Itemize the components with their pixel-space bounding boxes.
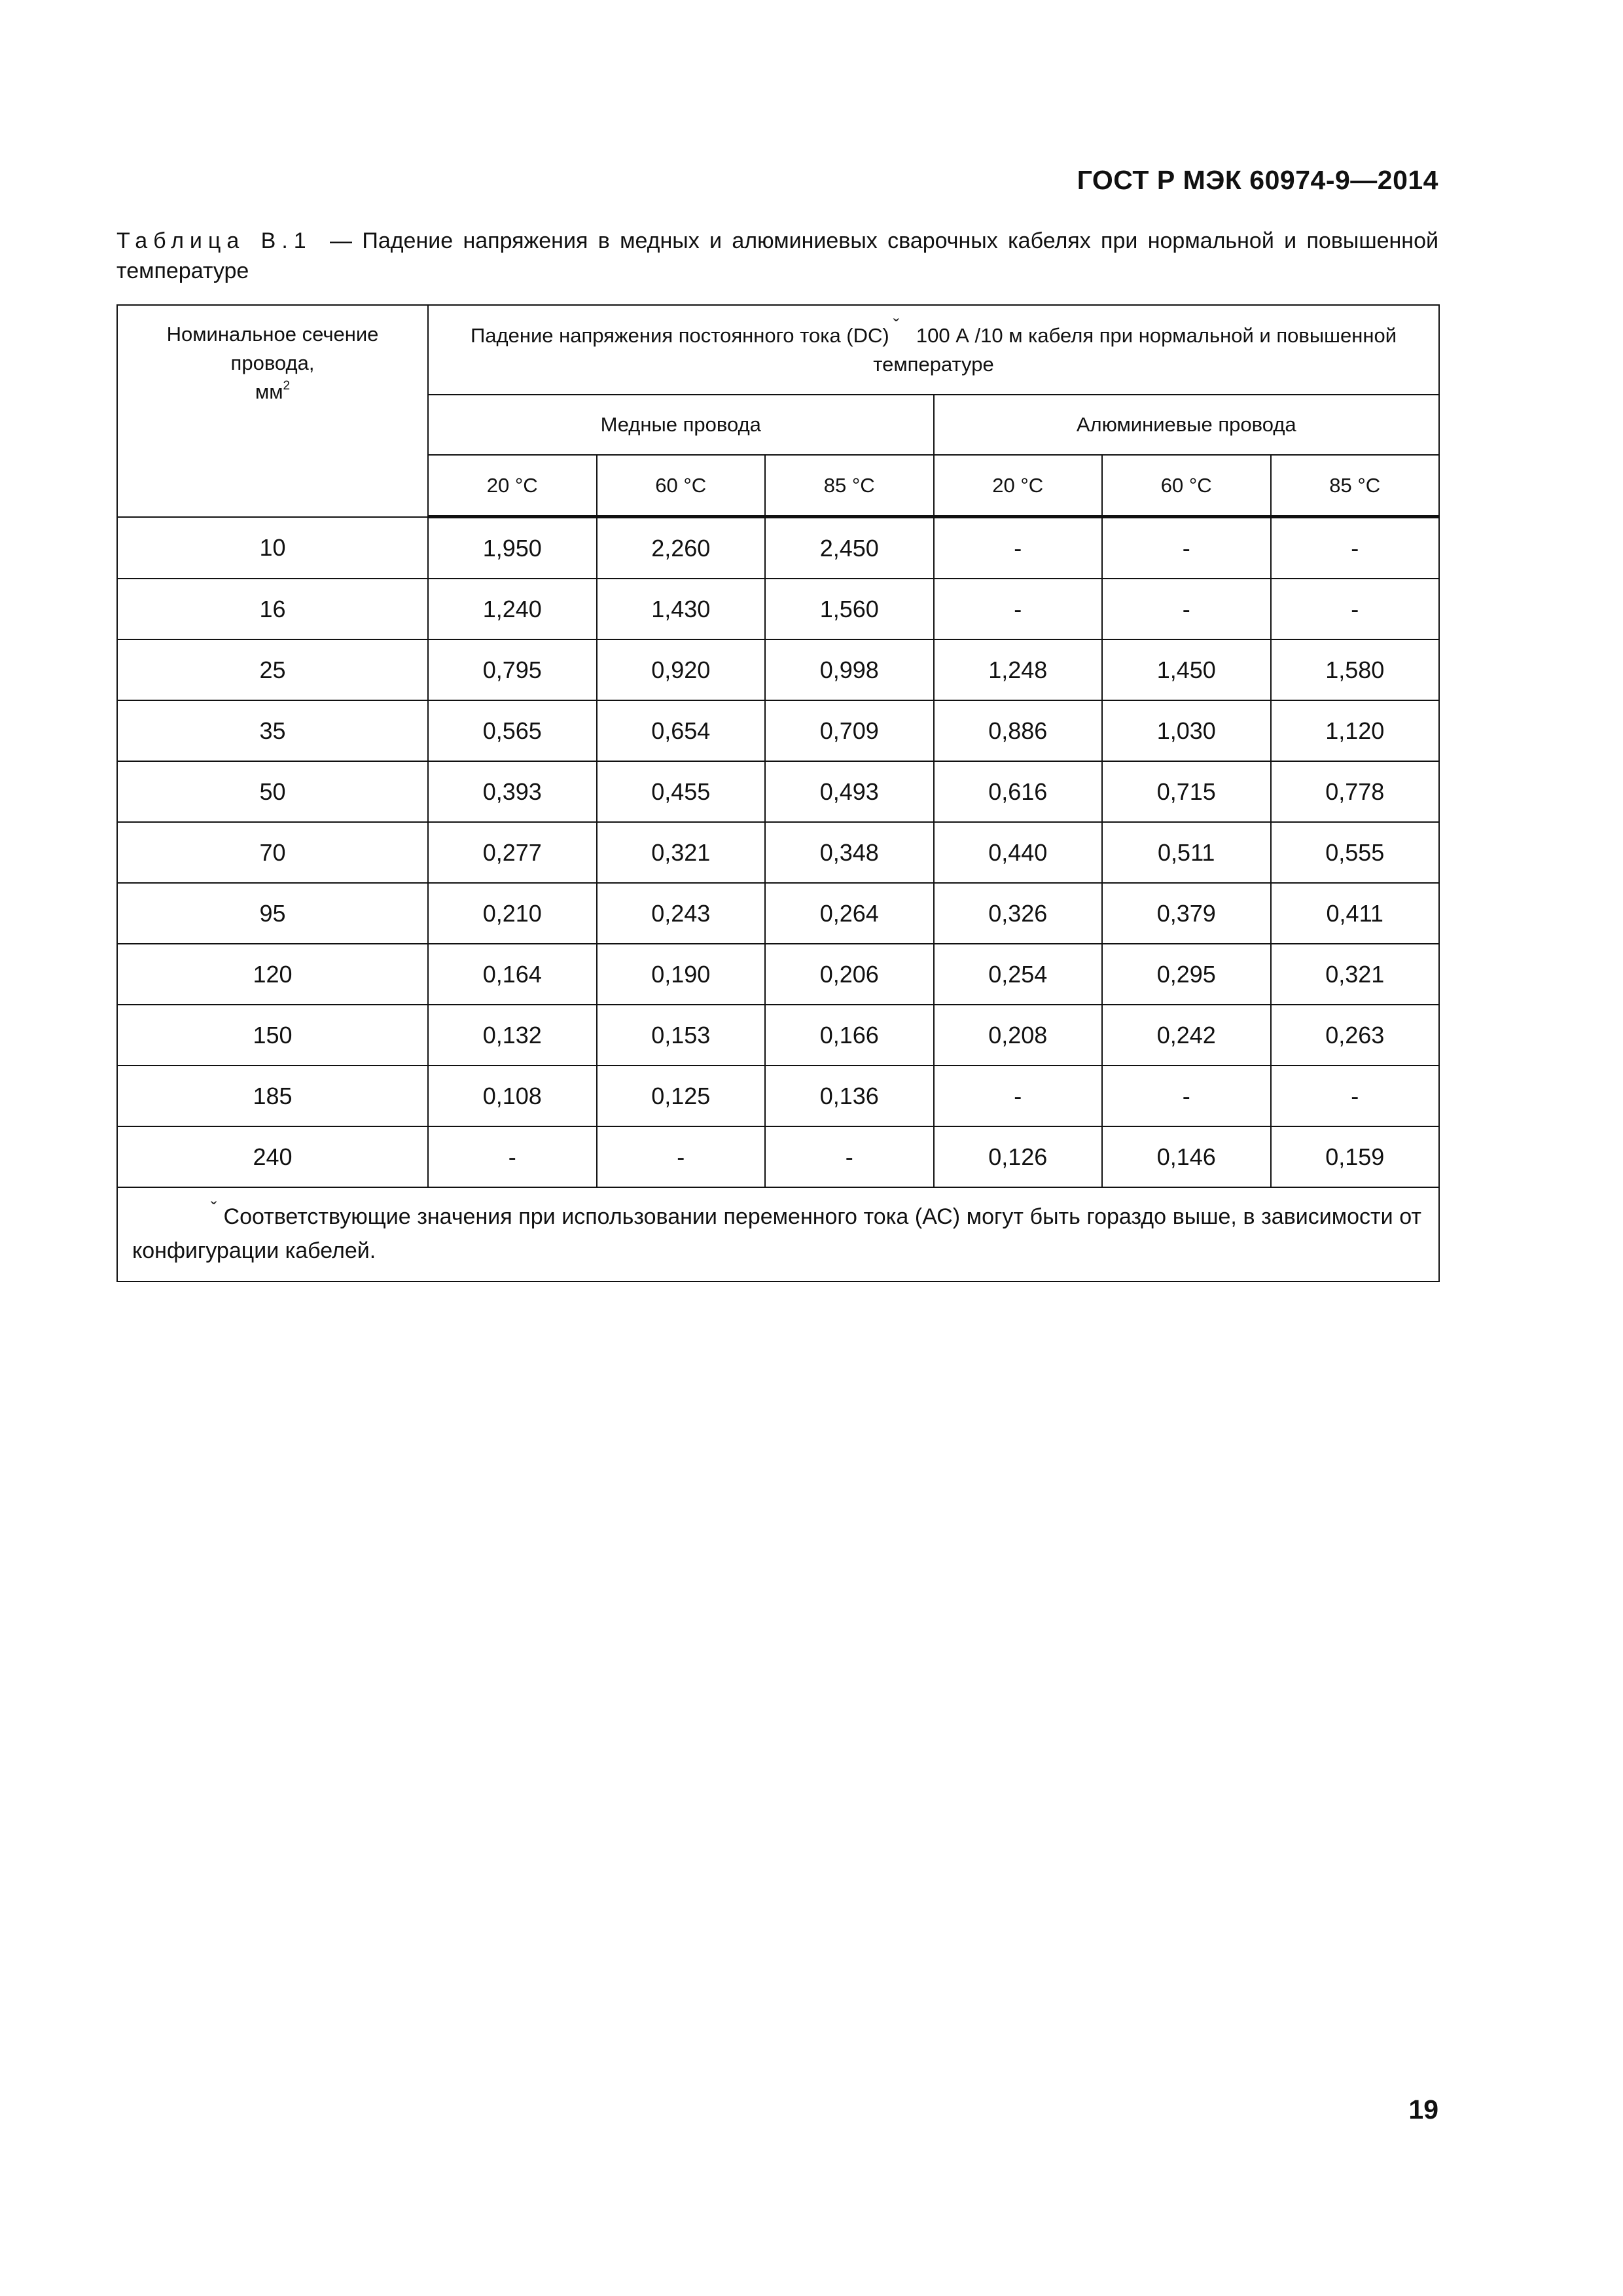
footnote-text: Соответствующие значения при использовании переменного тока (АС) могут быть гораздо выше, в зависимости от конфигурации кабелей. — [132, 1204, 1422, 1263]
cell-cu-60: - — [597, 1126, 766, 1187]
cell-cu-60: 0,455 — [597, 761, 766, 822]
header-voltage-drop — [428, 305, 1439, 395]
cell-cu-20: 0,108 — [428, 1066, 597, 1126]
cell-cu-60: 2,260 — [597, 517, 766, 579]
footnote-marker: ˇ — [211, 1198, 217, 1219]
cell-size: 240 — [117, 1126, 428, 1187]
table-row — [117, 700, 1439, 761]
header-temp-al-60: 60 °C — [1102, 455, 1271, 517]
cell-cu-20: 0,164 — [428, 944, 597, 1005]
header-cross-section-line1: Номинальное сечение — [166, 323, 379, 346]
table-row — [117, 1126, 1439, 1187]
cell-al-85: 0,778 — [1271, 761, 1440, 822]
table-caption-label: Таблица В.1 — [116, 228, 312, 253]
table-caption — [116, 226, 1438, 286]
voltage-drop-table-wrapper — [116, 304, 1438, 1282]
header-temp-cu-20: 20 °C — [428, 455, 597, 517]
cell-al-85: 0,159 — [1271, 1126, 1440, 1187]
page-number: 19 — [1408, 2094, 1438, 2125]
cell-cu-20: 0,277 — [428, 822, 597, 883]
header-cross-section-unit: мм — [255, 380, 283, 403]
cell-size: 150 — [117, 1005, 428, 1066]
cell-cu-85: 0,264 — [765, 883, 934, 944]
cell-cu-20: 0,393 — [428, 761, 597, 822]
footnote-marker: ˇ — [893, 315, 900, 336]
cell-cu-60: 0,920 — [597, 639, 766, 700]
cell-al-60: 0,146 — [1102, 1126, 1271, 1187]
cell-size: 25 — [117, 639, 428, 700]
cell-cu-20: 0,795 — [428, 639, 597, 700]
document-code: ГОСТ Р МЭК 60974-9—2014 — [1077, 165, 1438, 195]
footnote-row — [117, 1187, 1439, 1282]
cell-cu-60: 0,321 — [597, 822, 766, 883]
cell-al-60: - — [1102, 517, 1271, 579]
cell-al-60: 0,715 — [1102, 761, 1271, 822]
cell-al-20: - — [934, 1066, 1103, 1126]
cell-cu-85: 0,206 — [765, 944, 934, 1005]
cell-al-20: 0,126 — [934, 1126, 1103, 1187]
header-temp-cu-85: 85 °C — [765, 455, 934, 517]
cell-al-20: - — [934, 517, 1103, 579]
table-row — [117, 579, 1439, 639]
cell-size: 120 — [117, 944, 428, 1005]
table-row — [117, 639, 1439, 700]
cell-al-60: 0,242 — [1102, 1005, 1271, 1066]
cell-al-20: 0,440 — [934, 822, 1103, 883]
cell-cu-60: 0,243 — [597, 883, 766, 944]
cell-cu-85: 0,136 — [765, 1066, 934, 1126]
cell-cu-60: 0,125 — [597, 1066, 766, 1126]
cell-al-85: - — [1271, 1066, 1440, 1126]
cell-cu-85: 0,348 — [765, 822, 934, 883]
cell-size: 35 — [117, 700, 428, 761]
cell-al-20: - — [934, 579, 1103, 639]
cell-al-85: - — [1271, 517, 1440, 579]
cell-al-20: 0,254 — [934, 944, 1103, 1005]
table-body — [117, 517, 1439, 1282]
cell-size: 50 — [117, 761, 428, 822]
cell-size: 16 — [117, 579, 428, 639]
cell-al-60: - — [1102, 579, 1271, 639]
cell-al-85: 1,120 — [1271, 700, 1440, 761]
cell-cu-20: - — [428, 1126, 597, 1187]
header-cross-section — [117, 305, 428, 517]
cell-al-60: - — [1102, 1066, 1271, 1126]
table-caption-text: Падение напряжения в медных и алюминиевых сварочных кабелях при нормальной и повышенной температуре — [116, 228, 1438, 283]
header-voltage-drop-text2: 100 А /10 м кабеля при нормальной и повышенной температуре — [873, 323, 1397, 376]
table-row — [117, 822, 1439, 883]
cell-al-20: 1,248 — [934, 639, 1103, 700]
table-caption-dash: — — [330, 228, 353, 253]
cell-al-20: 0,208 — [934, 1005, 1103, 1066]
cell-cu-20: 1,240 — [428, 579, 597, 639]
cell-cu-85: 0,709 — [765, 700, 934, 761]
voltage-drop-table — [116, 304, 1440, 1282]
cell-cu-60: 0,654 — [597, 700, 766, 761]
cell-al-20: 0,326 — [934, 883, 1103, 944]
cell-cu-20: 0,132 — [428, 1005, 597, 1066]
table-footnote — [117, 1187, 1439, 1282]
cell-size: 95 — [117, 883, 428, 944]
cell-size: 10 — [117, 517, 428, 579]
cell-al-85: 0,263 — [1271, 1005, 1440, 1066]
header-temp-cu-60: 60 °C — [597, 455, 766, 517]
table-row — [117, 883, 1439, 944]
header-voltage-drop-text: Падение напряжения постоянного тока (DC) — [470, 323, 889, 347]
cell-cu-85: - — [765, 1126, 934, 1187]
cell-al-85: 1,580 — [1271, 639, 1440, 700]
cell-al-20: 0,616 — [934, 761, 1103, 822]
cell-al-60: 0,295 — [1102, 944, 1271, 1005]
cell-al-20: 0,886 — [934, 700, 1103, 761]
cell-cu-85: 0,998 — [765, 639, 934, 700]
header-temp-al-85: 85 °C — [1271, 455, 1440, 517]
cell-size: 185 — [117, 1066, 428, 1126]
cell-cu-20: 0,565 — [428, 700, 597, 761]
table-row — [117, 761, 1439, 822]
header-cross-section-unit-power: 2 — [283, 379, 291, 393]
cell-cu-20: 0,210 — [428, 883, 597, 944]
cell-cu-20: 1,950 — [428, 517, 597, 579]
cell-cu-60: 0,153 — [597, 1005, 766, 1066]
cell-cu-85: 1,560 — [765, 579, 934, 639]
cell-al-85: 0,321 — [1271, 944, 1440, 1005]
header-aluminium-wires: Алюминиевые провода — [934, 395, 1440, 455]
cell-cu-60: 1,430 — [597, 579, 766, 639]
header-copper-wires: Медные провода — [428, 395, 934, 455]
cell-cu-60: 0,190 — [597, 944, 766, 1005]
cell-cu-85: 0,166 — [765, 1005, 934, 1066]
cell-al-85: 0,555 — [1271, 822, 1440, 883]
cell-al-60: 1,030 — [1102, 700, 1271, 761]
cell-al-85: 0,411 — [1271, 883, 1440, 944]
cell-size: 70 — [117, 822, 428, 883]
header-temp-al-20: 20 °C — [934, 455, 1103, 517]
cell-al-60: 1,450 — [1102, 639, 1271, 700]
table-row — [117, 944, 1439, 1005]
cell-al-85: - — [1271, 579, 1440, 639]
cell-al-60: 0,511 — [1102, 822, 1271, 883]
header-cross-section-line2: провода, — [230, 351, 315, 374]
table-row — [117, 1005, 1439, 1066]
cell-al-60: 0,379 — [1102, 883, 1271, 944]
table-row — [117, 517, 1439, 579]
cell-cu-85: 0,493 — [765, 761, 934, 822]
cell-cu-85: 2,450 — [765, 517, 934, 579]
table-row — [117, 1066, 1439, 1126]
